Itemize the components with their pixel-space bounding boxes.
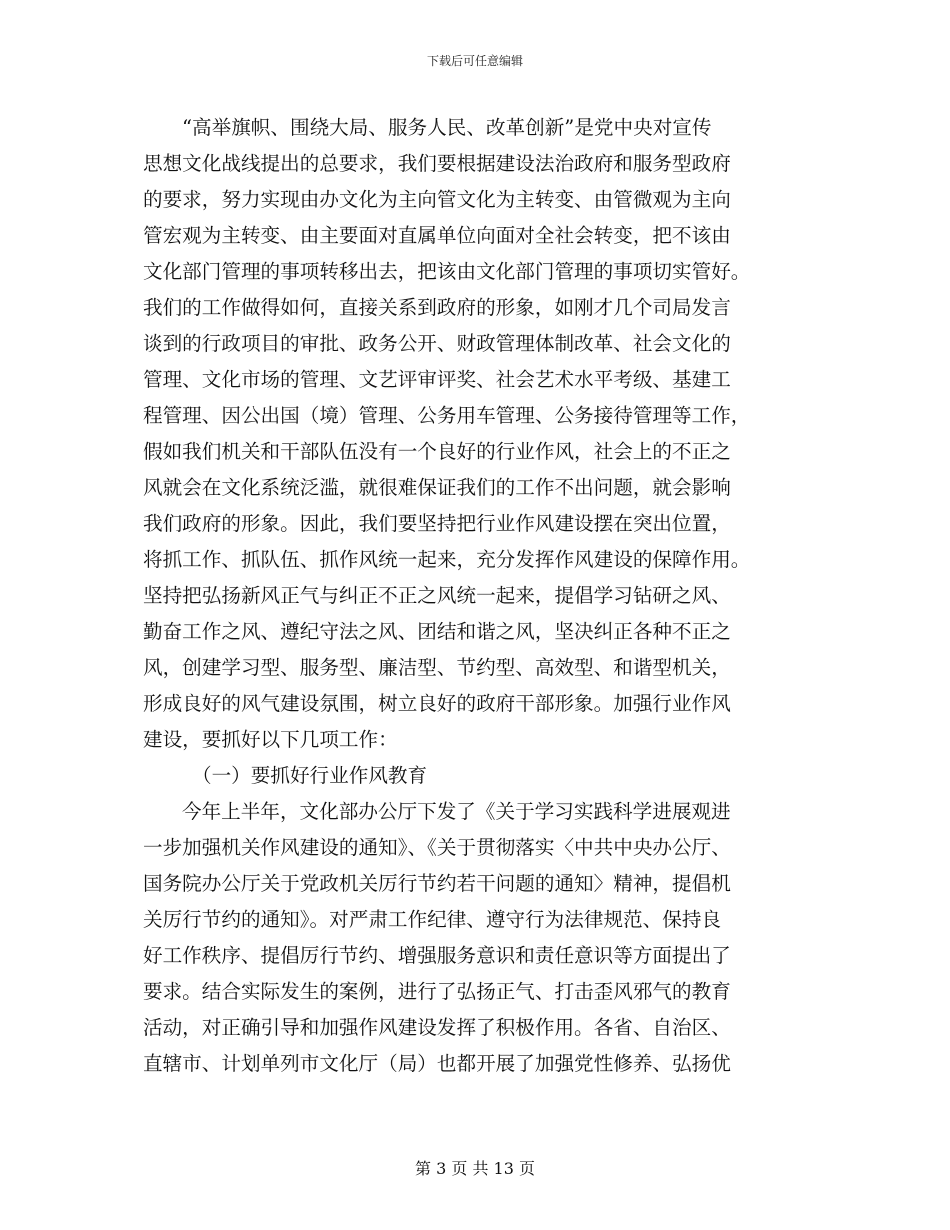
text-line: 国务院办公厅关于党政机关厉行节约若干问题的通知〉精神，提倡机 <box>143 872 731 895</box>
text-line: 假如我们机关和干部队伍没有一个良好的行业作风，社会上的不正之 <box>143 440 731 463</box>
text-line: 关厉行节约的通知》。对严肃工作纪律、遵守行为法律规范、保持良 <box>143 908 722 931</box>
text-line: 管宏观为主转变、由主要面对直属单位向面对全社会转变，把不该由 <box>143 224 731 247</box>
page-header: 下载后可任意编辑 <box>426 54 523 68</box>
text-line: 风就会在文化系统泛滥，就很难保证我们的工作不出问题，就会影响 <box>143 476 731 499</box>
section-heading: （一）要抓好行业作风教育 <box>192 764 428 787</box>
text-line: 活动，对正确引导和加强作风建设发挥了积极作用。各省、自治区、 <box>143 1016 731 1039</box>
text-line: 谈到的行政项目的审批、政务公开、财政管理体制改革、社会文化的 <box>143 332 731 355</box>
text-line: 好工作秩序、提倡厉行节约、增强服务意识和责任意识等方面提出了 <box>143 944 731 967</box>
text-line: 形成良好的风气建设氛围，树立良好的政府干部形象。加强行业作风 <box>143 692 731 715</box>
text-line: 文化部门管理的事项转移出去，把该由文化部门管理的事项切实管好。 <box>143 260 751 283</box>
text-line: 风，创建学习型、服务型、廉洁型、节约型、高效型、和谐型机关， <box>143 656 731 679</box>
text-line: 思想文化战线提出的总要求，我们要根据建设法治政府和服务型政府 <box>143 152 731 175</box>
text-line: 一步加强机关作风建设的通知》、《关于贯彻落实〈中共中央办公厅、 <box>143 836 731 859</box>
text-line: 的要求，努力实现由办文化为主向管文化为主转变、由管微观为主向 <box>143 188 731 211</box>
text-line: 程管理、因公出国（境）管理、公务用车管理、公务接待管理等工作， <box>143 404 751 427</box>
text-line: 建设，要抓好以下几项工作： <box>143 728 398 751</box>
page-footer: 第 3 页 共 13 页 <box>415 1159 535 1178</box>
text-line: 我们政府的形象。因此，我们要坚持把行业作风建设摆在突出位置， <box>143 512 731 535</box>
text-line: 管理、文化市场的管理、文艺评审评奖、社会艺术水平考级、基建工 <box>143 368 731 391</box>
text-line: 直辖市、计划单列市文化厅（局）也都开展了加强党性修养、弘扬优 <box>143 1052 731 1075</box>
text-line: 要求。结合实际发生的案例，进行了弘扬正气、打击歪风邪气的教育 <box>143 980 731 1003</box>
text-line: 勤奋工作之风、遵纪守法之风、团结和谐之风，坚决纠正各种不正之 <box>143 620 731 643</box>
text-line: 今年上半年，文化部办公厅下发了《关于学习实践科学进展观进 <box>182 800 731 823</box>
text-line: 坚持把弘扬新风正气与纠正不正之风统一起来，提倡学习钻研之风、 <box>143 584 731 607</box>
text-line: 将抓工作、抓队伍、抓作风统一起来，充分发挥作风建设的保障作用。 <box>143 548 751 571</box>
text-line: 我们的工作做得如何，直接关系到政府的形象，如刚才几个司局发言 <box>143 296 731 319</box>
text-line: “高举旗帜、围绕大局、服务人民、改革创新”是党中央对宣传 <box>182 116 712 139</box>
document-body <box>143 110 807 1082</box>
